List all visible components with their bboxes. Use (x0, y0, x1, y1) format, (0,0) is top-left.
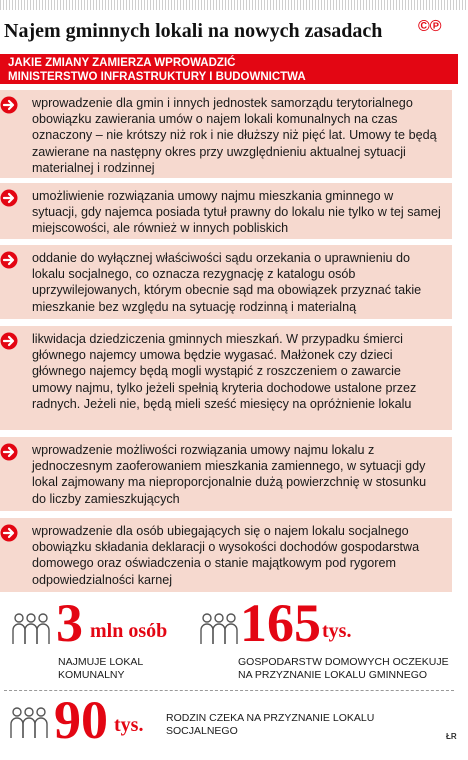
stat-number-2: 165 (240, 593, 321, 653)
stat-caption-line: GOSPODARSTW DOMOWYCH OCZEKUJE (238, 656, 449, 668)
list-item (0, 245, 452, 319)
arrow-right-circle-icon (0, 332, 18, 350)
author-credit: ŁR (446, 732, 457, 741)
stat-unit-1: mln osób (90, 620, 168, 642)
stat-caption-line: SOCJALNEGO (166, 725, 238, 737)
section-banner (0, 54, 458, 84)
stat-number-1: 3 (56, 593, 83, 653)
banner-line-2: MINISTERSTWO INFRASTRUKTURY I BUDOWNICTWA (8, 71, 306, 83)
people-group-icon (198, 610, 240, 648)
list-item (0, 518, 452, 592)
item-text: likwidacja dziedziczenia gminnych mieszkań. W przypadku śmierci głównego najemcy umowa będzie wygasać. Małżonek czy dzieci głównego najemcy będą mogli wystąpić z roszczeniem o zawarcie umowy najmu, tylko jeżeli spełnią kryteria dochodowe ustalone przez radnych. Jeżeli nie, będą mieli sześć miesięcy na opróżnienie lokalu (32, 332, 417, 411)
arrow-right-circle-icon (0, 443, 18, 461)
item-text: wprowadzenie dla osób ubiegających się o najem lokalu socjalnego obowiązku składania deklaracji o wysokości dochodów gospodarstwa domowego oraz oświadczenia o stanie majątkowym pod rygorem odpowiedzialności karnej (32, 524, 420, 587)
arrow-right-circle-icon (0, 524, 18, 542)
stat-unit-2: tys. (322, 620, 352, 642)
people-group-icon (10, 610, 52, 648)
list-item (0, 437, 452, 511)
arrow-right-circle-icon (0, 189, 18, 207)
item-text: wprowadzenie możliwości rozwiązania umowy najmu lokalu z jednoczesnym zaoferowaniem mieszkania zamiennego, w sytuacji gdy lokal zajmowany ma nieproporcjonalnie dużą powierzchnię w stosunku do liczby zamieszkujących (32, 443, 427, 506)
stat-caption-line: KOMUNALNY (58, 669, 125, 681)
arrow-right-circle-icon (0, 251, 18, 269)
stat-unit-3: tys. (114, 714, 144, 736)
page-title: Najem gminnych lokali na nowych zasadach (4, 20, 383, 42)
stat-caption-3 (166, 712, 374, 738)
item-text: wprowadzenie dla gmin i innych jednostek samorządu terytorialnego obowiązku zawierania umów o najem lokali komunalnych na czas oznaczony – nie krótszy niż rok i nie dłuższy niż pięć lat. Umowy te będą zawierane na następny okres przy uwzględnieniu aktualnej sytuacji materialnej i rodzinnej (32, 96, 437, 175)
stat-caption-line: RODZIN CZEKA NA PRZYZNANIE LOKALU (166, 712, 375, 724)
logo: ©℗ (418, 18, 442, 35)
people-group-icon (8, 704, 50, 742)
list-item (0, 90, 452, 178)
stat-caption-2 (238, 656, 449, 682)
header-hatch (0, 0, 468, 10)
list-item (0, 183, 452, 239)
item-text: umożliwienie rozwiązania umowy najmu mieszkania gminnego w sytuacji, gdy najemca posiada tytuł prawny do lokalu nie tylko w tej samej miejscowości, ale również w innych pobliskich (32, 189, 441, 236)
stat-number-3: 90 (54, 690, 108, 750)
item-text: oddanie do wyłącznej właściwości sądu orzekania o uprawnieniu do lokalu socjalnego, co oznacza rezygnację z katalogu osób uprzywilejowanych, którym obecnie sąd ma obowiązek przyznać takie mieszkanie bez względu na sytuację rodzinną i materialną (32, 251, 422, 314)
stat-caption-line: NAJMUJE LOKAL (58, 656, 144, 668)
stat-caption-1 (58, 656, 143, 682)
list-item (0, 326, 452, 430)
stat-caption-line: NA PRZYZNANIE LOKALU GMINNEGO (238, 669, 428, 681)
arrow-right-circle-icon (0, 96, 18, 114)
banner-line-1: JAKIE ZMIANY ZAMIERZA WPROWADZIĆ (8, 57, 236, 69)
